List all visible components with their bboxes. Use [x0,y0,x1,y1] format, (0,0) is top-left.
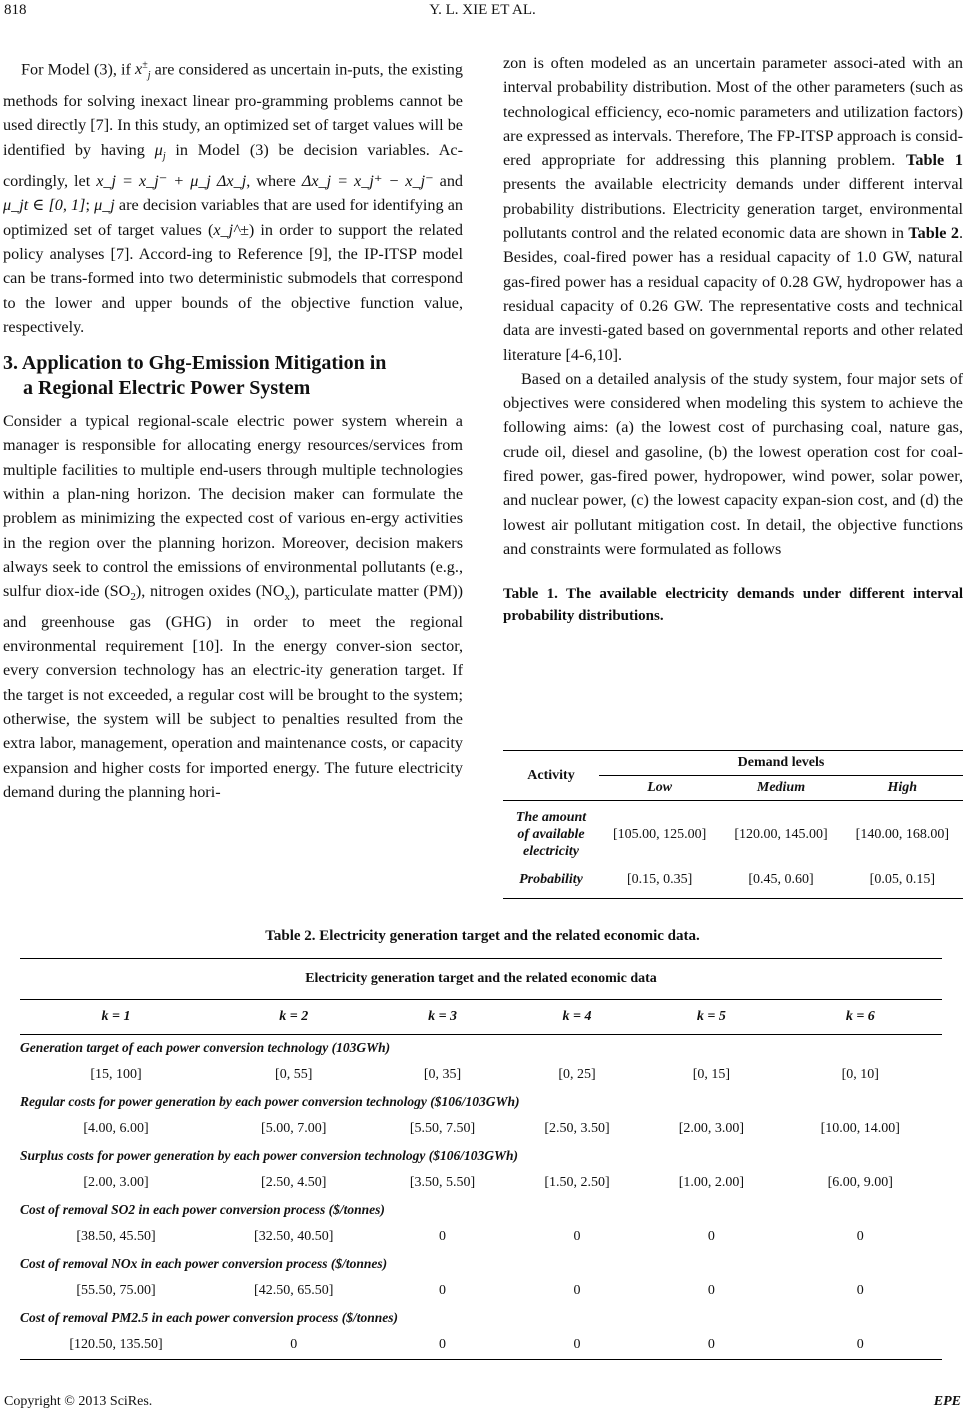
paragraph-planning-horizon [503,51,963,367]
table2-cell: [42.50, 65.50] [254,1283,334,1298]
text-run: For Model (3), if [21,60,136,79]
table2-cell: [0, 15] [692,1067,731,1082]
label-line: The amount [515,810,587,825]
equation-delta-xj: Δx_j = x_j⁺ − x_j⁻ [301,172,434,191]
text-run: , where [246,172,302,191]
table1-header-level: High [887,780,918,795]
table1-row-label [503,801,599,869]
table2-k-header: k = 3 [375,1000,509,1035]
table1-cell: [140.00, 168.00] [855,826,949,842]
table2-caption: Table 2. Electricity generation target and the related economic data. [265,928,700,944]
table2-cell: [32.50, 40.50] [254,1229,334,1244]
table2-k-header: k = 2 [212,1000,375,1035]
table2-group-label: Surplus costs for power generation by each power conversion technology ($106/103GWh) [20,1148,519,1163]
table-reference: Table 1 [906,151,963,170]
table2-group-label: Cost of removal PM2.5 in each power conversion process ($/tonnes) [20,1310,398,1325]
table2-cell: [0, 35] [423,1067,462,1082]
table2-body [20,1035,942,1360]
table2-title: Electricity generation target and the related economic data [20,959,942,1000]
table2-value-row [20,1115,942,1143]
table1-row [503,801,963,869]
text-run: ), nitrogen oxides (NO [135,582,285,601]
paragraph-application [3,409,463,804]
table-reference: Table 2 [908,224,959,243]
text-run: are considered as uncertain in-puts, the existing methods for solving inexact linear pro-gramming problems cannot be used directly [7]. In this study, an optimized set of target values will be identified by having [3,60,463,159]
paragraph-model3 [3,54,463,339]
table1-header-demand-levels: Demand levels [599,751,963,776]
label-line: of available [517,827,585,842]
subscript: 2 [130,591,136,604]
right-column [503,51,963,627]
table2-cell: [0, 10] [841,1067,879,1082]
running-title: Y. L. XIE ET AL. [429,2,536,18]
text-run: zon is often modeled as an uncertain parameter associ-ated with an interval probability distribution. Most of the other parameters (such as technological efficiency, eco-nomic parameters and utilization factors) are expressed as intervals. Therefore, The FP-ITSP approach is consid-ered appropriate for addressing this planning problem. [503,54,963,170]
table2-value-row [20,1277,942,1305]
table2-k-header: k = 6 [779,1000,942,1035]
table2-group-label: Cost of removal SO2 in each power conversion process ($/tonnes) [20,1202,385,1217]
table1-header-level: Medium [756,780,806,795]
table2-cell: 0 [856,1283,864,1298]
table1-row [503,868,963,899]
text-run: ; [85,196,95,215]
table1-header-activity: Activity [503,751,599,801]
table2-cell: [4.00, 6.00] [83,1121,149,1136]
math-x-pm [135,60,151,82]
math-xj-pm: x_j^± [213,220,249,239]
math-mu [154,140,166,162]
table2-group-label: Cost of removal NOx in each power conversion process ($/tonnes) [20,1256,388,1271]
section-heading [3,351,463,401]
equation-xj: x_j = x_j⁻ + μ_j Δx_j [96,172,247,191]
text-run: and [433,172,464,191]
math-sub: j [162,150,166,162]
table2-value-row [20,1331,942,1360]
table2-value-row [20,1169,942,1197]
table2-cell: [55.50, 75.00] [76,1283,156,1298]
table2-cell: [1.50, 2.50] [544,1175,610,1190]
left-column [3,54,463,804]
table2-group-row [20,1035,942,1062]
table2-cell: [3.50, 5.50] [409,1175,476,1190]
table2-value-row [20,1061,942,1089]
table2-cell: [2.00, 3.00] [678,1121,745,1136]
table1-row-label: Probability [519,872,583,887]
footer-journal: EPE [933,1394,961,1409]
table2-cell: [0, 55] [275,1067,313,1082]
table1-cell: [0.05, 0.15] [869,872,935,887]
table1 [503,750,963,899]
table2-group-row [20,1089,942,1115]
text-run: are decision variables that are used for identifying an optimized set of target values ( [3,196,464,239]
table2-cell: [2.50, 4.50] [261,1175,327,1190]
table2-cell: [5.50, 7.50] [409,1121,476,1136]
table2-group-row [20,1197,942,1223]
table2-group-label: Generation target of each power conversion technology (103GWh) [20,1040,391,1055]
table2-cell: 0 [439,1283,447,1298]
table2-cell: 0 [707,1229,715,1244]
table2-cell: 0 [856,1229,864,1244]
table2-cell: [2.50, 3.50] [544,1121,610,1136]
table2-cell: [10.00, 14.00] [820,1121,900,1136]
subscript: x [284,591,291,604]
table2-k-header: k = 1 [20,1000,212,1035]
math-sub: j [147,70,151,82]
table2-cell: [15, 100] [90,1067,142,1082]
table2-cell: [0, 25] [558,1067,596,1082]
table2-k-header: k = 5 [644,1000,778,1035]
table2-cell: 0 [707,1283,715,1298]
table2-cell: [38.50, 45.50] [76,1229,156,1244]
table2-cell: [6.00, 9.00] [827,1175,893,1190]
table2-cell: [120.50, 135.50] [20,1331,212,1360]
table2-cell: 0 [510,1331,644,1360]
text-run: ) in order to support the related policy analyses [7]. Accord-ing to Reference [9], the IP-ITSP model can be trans-formed into two deterministic submodels that correspond to the lower and upper bounds of the objective function value, respectively. [3,220,463,336]
text-run: in Model (3) be decision variables. Ac-cordingly, let [3,140,463,191]
table1-cell: [0.15, 0.35] [627,872,693,887]
footer-copyright: Copyright © 2013 SciRes. [4,1394,153,1409]
section-heading-line1: 3. Application to Ghg-Emission Mitigation in [3,352,387,375]
math-x: x [135,60,143,79]
table2-cell: 0 [644,1331,778,1360]
table2-cell: [2.00, 3.00] [83,1175,149,1190]
table2-cell: [1.00, 2.00] [678,1175,745,1190]
math-sup: ± [142,60,148,71]
table2-group-label: Regular costs for power generation by each power conversion technology ($106/103GWh) [20,1094,520,1109]
table2-group-row [20,1251,942,1277]
table2-value-row [20,1223,942,1251]
text-run: Consider a typical regional-scale electric power system wherein a manager is responsible for allocating energy resources/services from multiple facilities to multiple end-users through multiple technologies within a plan-ning horizon. The decision maker can formulate the problem as minimizing the expected cost of various en-ergy activities in the region over the planning horizon. Moreover, decision makers always seek to control the emissions of environmental pollutants (e.g., sulfur diox-ide (SO [3,412,463,601]
label-line: electricity [523,844,579,859]
math-mu-j: μ_j [94,196,115,215]
text-run: presents the available electricity demands under different interval probability distributions. Electricity generation target, environmental pollutants control and the related economic data are shown in [503,175,963,243]
table2-group-row [20,1305,942,1331]
table1-cell: [0.45, 0.60] [748,872,814,887]
table2 [20,958,942,1360]
equation-mu-range: μ_jt ∈ [0, 1] [3,196,86,215]
table2-cell: 0 [573,1229,581,1244]
page-number: 818 [4,2,27,18]
paragraph-objectives: Based on a detailed analysis of the study system, four major sets of objectives were considered when modeling this system to achieve the following aims: (a) the lowest cost of purchasing coal, nature gas, crude oil, diesel and gasoline, (b) the lowest operation cost for coal-fired power, gas-fired power, hydropower, wind power, solar power, and nuclear power, (c) the lowest capacity expan-sion cost, and (d) the lowest air pollutant mitigation cost. In detail, the objective functions and constraints were formulated as follows [503,369,963,558]
table2-cell: 0 [212,1331,375,1360]
math-mu-symbol: μ [154,140,163,159]
section-heading-line2: a Regional Electric Power System [23,377,311,400]
table1-header-level: Low [647,780,673,795]
table2-group-row [20,1143,942,1169]
text-run: ), particulate matter (PM)) and greenhouse gas (GHG) in order to meet the regional environmental requirement [10]. In the energy conver-sion sector, every conversion technology has an electric-ity generation target. If the target is not exceeded, a regular cost will be brought to the system; otherwise, the system will be subject to penalties resulted from the extra labor, management, operation and maintenance costs, or capacity expansion and higher costs for imported energy. The future electricity demand during the planning hori- [3,582,463,801]
table2-cell: 0 [375,1331,509,1360]
text-run: . Besides, coal-fired power has a residual capacity of 1.0 GW, natural gas-fired power has a residual capacity of 0.28 GW, hydropower has a residual capacity of 0.26 GW. The representative costs and technical data are investi-gated based on governmental reports and other related literature [4-6,10]. [503,224,964,364]
table1-caption: Table 1. The available electricity demands under different interval probability distributions. [503,586,963,625]
table2-k-header: k = 4 [510,1000,644,1035]
table2-cell: 0 [573,1283,581,1298]
table1-cell: [120.00, 145.00] [734,826,828,842]
table2-cell: [5.00, 7.00] [261,1121,327,1136]
table2-cell: 0 [779,1331,942,1360]
table1-cell: [105.00, 125.00] [613,826,707,842]
table2-cell: 0 [439,1229,447,1244]
